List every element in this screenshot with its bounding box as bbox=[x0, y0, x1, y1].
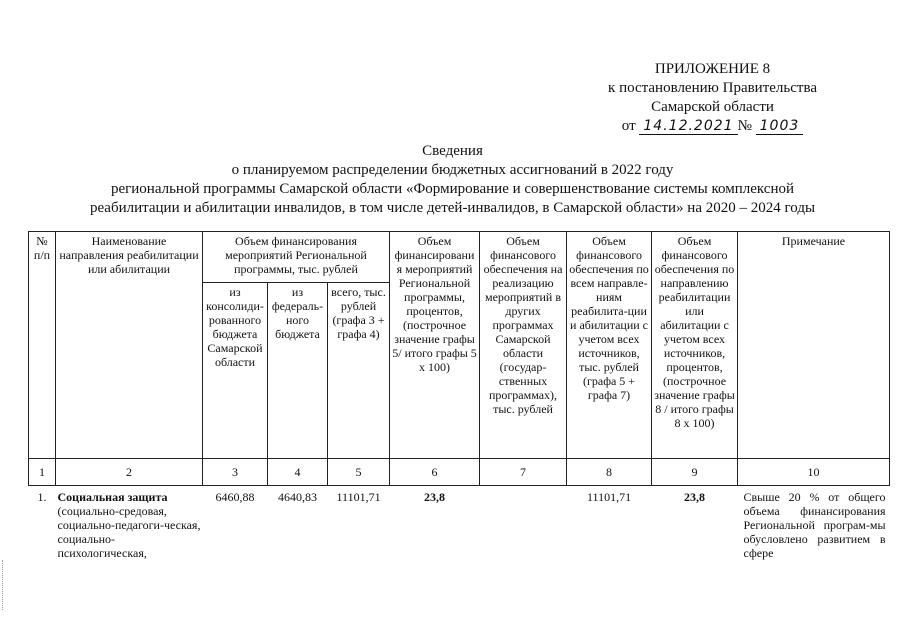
header-note: Примечание bbox=[738, 232, 890, 459]
column-number-row bbox=[29, 459, 890, 486]
number-prefix: № bbox=[737, 118, 752, 134]
appendix-line-1: к постановлению Правительства bbox=[608, 80, 817, 96]
header-group-funding: Объем финансирования мероприятий Региональной программы, тыс. рублей bbox=[203, 232, 390, 283]
column-number: 1 bbox=[29, 459, 56, 486]
column-number: 9 bbox=[652, 459, 738, 486]
header-col7: Объем финансового обеспечения на реализацию мероприятий в других программах Самарской области (государ-ственных программах), тыс. рублей bbox=[480, 232, 567, 459]
column-number: 7 bbox=[480, 459, 567, 486]
column-number: 4 bbox=[268, 459, 328, 486]
heading-line-2: о планируемом распределении бюджетных ассигнований в 2022 году bbox=[231, 162, 674, 178]
column-number: 5 bbox=[328, 459, 390, 486]
row-num: 1. bbox=[37, 490, 47, 504]
appendix-block bbox=[608, 60, 817, 136]
header-col8: Объем финансового обеспечения по всем направле-ниям реабилита-ции и абилитации с учетом всех источников, тыс. рублей (графа 5 + графа 7) bbox=[567, 232, 652, 459]
header-col3: из консолиди-рованного бюджета Самарской области bbox=[203, 283, 268, 459]
number-value: 1003 bbox=[756, 118, 804, 135]
header-row-1 bbox=[29, 232, 890, 283]
header-num: № п/п bbox=[29, 232, 56, 459]
header-name: Наименование направления реабилитации или абилитации bbox=[56, 232, 203, 459]
scan-margin-mark bbox=[2, 560, 9, 610]
row-col5: 11101,71 bbox=[336, 490, 381, 504]
row-col8: 11101,71 bbox=[586, 490, 632, 504]
heading-line-4: реабилитации и абилитации инвалидов, в том числе детей-инвалидов, в Самарской области» на 2020 – 2024 годы bbox=[89, 200, 816, 216]
header-col9: Объем финансового обеспечения по направлению реабилитации или абилитации с учетом всех источников, процентов, (построчное значение графы 8 / итого графы 8 х 100) bbox=[652, 232, 738, 459]
appendix-title: ПРИЛОЖЕНИЕ 8 bbox=[654, 61, 771, 77]
row-name-rest: (социально-средовая, социально-педагоги-ческая, социально-психологическая, bbox=[57, 504, 201, 560]
header-col6: Объем финансирования мероприятий Региональной программы, процентов, (построчное значение графы 5/ итого графы 5 х 100) bbox=[390, 232, 480, 459]
row-col3: 6460,88 bbox=[215, 490, 255, 504]
budget-table bbox=[28, 231, 890, 562]
column-number: 6 bbox=[390, 459, 480, 486]
row-col4: 4640,83 bbox=[278, 490, 317, 504]
row-col7 bbox=[480, 486, 567, 563]
column-number: 2 bbox=[56, 459, 203, 486]
column-number: 3 bbox=[203, 459, 268, 486]
header-col4: из федераль-ного бюджета bbox=[268, 283, 328, 459]
heading-line-3: региональной программы Самарской области «Формирование и совершенствование системы комплексной bbox=[110, 181, 795, 197]
date-prefix: от bbox=[621, 118, 636, 134]
heading-line-1: Сведения bbox=[422, 143, 483, 159]
header-col5: всего, тыс. рублей (графа 3 + графа 4) bbox=[328, 283, 390, 459]
row-note: Свыше 20 % от общего объема финансирования Региональной програм-мы обусловлено развитием в сфере bbox=[743, 490, 886, 560]
row-name-cell bbox=[56, 486, 203, 563]
row-col6: 23,8 bbox=[424, 490, 446, 504]
date-value: 14.12.2021 bbox=[639, 118, 737, 135]
row-name: Социальная защита bbox=[57, 490, 168, 504]
appendix-line-2: Самарской области bbox=[651, 99, 774, 115]
column-number: 10 bbox=[738, 459, 890, 486]
table-row bbox=[29, 486, 890, 563]
row-col9: 23,8 bbox=[684, 490, 706, 504]
document-heading bbox=[0, 142, 905, 218]
appendix-date-line bbox=[608, 117, 817, 136]
column-number: 8 bbox=[567, 459, 652, 486]
